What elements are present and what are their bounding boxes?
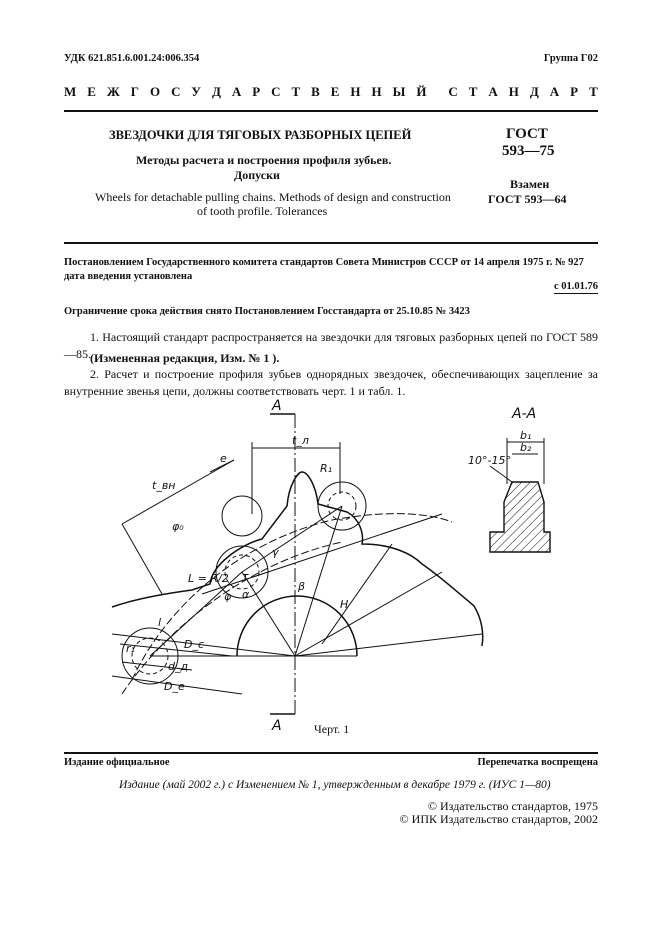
hub-arc [237, 596, 357, 656]
reprint-prohibited: Перепечатка воспрещена [477, 757, 598, 768]
title-rule [64, 242, 598, 244]
construction-line [242, 572, 295, 656]
label-gamma: γ [272, 546, 279, 559]
construction-line [202, 514, 442, 594]
decree-line-1: Постановлением Государственного комитета стандартов Совета Министров СССР от 14 апреля 1975 г. № 927 [64, 257, 584, 268]
replaced-standard: ГОСТ 593—64 [488, 192, 567, 206]
label-phi0: φ₀ [172, 520, 184, 533]
label-beta: β [298, 580, 306, 593]
banner-letter: Н [371, 84, 382, 99]
banner-letter: Т [589, 84, 598, 99]
official-edition: Издание официальное [64, 757, 170, 768]
footer-rule [64, 752, 598, 754]
label-r1-lower: r₁ [126, 642, 135, 655]
banner-letter: Д [211, 84, 221, 99]
label-l: l [158, 616, 162, 629]
english-title-line-2: of tooth profile. Tolerances [197, 204, 328, 218]
banner-letter: Т [291, 84, 301, 99]
section-angle-leader [490, 466, 512, 482]
banner-letter: А [488, 84, 498, 99]
decree-line-2: дата введения установлена [64, 271, 193, 282]
document-subtitle-line-1: Методы расчета и построения профиля зубьев. [136, 153, 392, 167]
paragraph-1: 1. Настоящий стандарт распространяется на звездочки для тяговых разборных цепей по ГОСТ 589—85. [64, 330, 598, 361]
banner-letter: У [191, 84, 201, 99]
banner-letter: Т [468, 84, 478, 99]
paragraph-2: 2. Расчет и построение профиля зубьев однорядных звездочек, обеспечивающих зацепление за внутренние звенья цепи, должны соответствовать черт. 1 и табл. 1. [64, 367, 598, 398]
banner-letter: Ы [392, 84, 406, 99]
group-code: Группа Г02 [543, 53, 598, 64]
edition-note: Издание (май 2002 г.) с Изменением № 1, утвержденным в декабре 1979 г. (ИУС 1—80) [119, 779, 551, 791]
label-tau: τ [242, 570, 249, 583]
gost-number: 593—75 [502, 143, 555, 159]
banner-letter: Р [570, 84, 579, 99]
banner-letter: Д [529, 84, 539, 99]
dim-tvn [122, 460, 234, 524]
banner-letter: Р [252, 84, 261, 99]
label-angle: 10°-15° [468, 454, 511, 467]
english-title-line-1: Wheels for detachable pulling chains. Methods of design and construction [95, 190, 451, 204]
section-label-top: А [272, 398, 282, 414]
document-subtitle-line-2: Допуски [234, 168, 280, 182]
copyright-2002: © ИПК Издательство стандартов, 2002 [399, 812, 598, 826]
label-l-r2: L = R/2 [188, 572, 229, 585]
construction-line [242, 506, 342, 572]
label-alpha: α [242, 588, 250, 601]
gost-label: ГОСТ [506, 126, 548, 142]
figure-caption: Черт. 1 [314, 722, 350, 736]
effective-date: с 01.01.76 [553, 281, 598, 292]
banner-letter: А [231, 84, 242, 99]
banner-letter: С [271, 84, 281, 99]
banner-letter: Г [130, 84, 139, 99]
amendment-note: (Измененная редакция, Изм. № 1 ). [90, 351, 280, 365]
label-tvn: t_вн [152, 479, 176, 492]
banner-letter: С [171, 84, 181, 99]
banner-letter: Е [87, 84, 96, 99]
label-b2: b₂ [520, 441, 532, 454]
label-b1: b₁ [520, 429, 532, 442]
label-tl: t_л [292, 434, 309, 447]
construction-line [295, 634, 482, 656]
interstate-standard-banner [64, 84, 598, 100]
banner-letter: Е [330, 84, 340, 99]
limit-removed-note: Ограничение срока действия снято Постановлением Госстандарта от 25.10.85 № 3423 [64, 306, 470, 317]
dim-h [322, 544, 392, 644]
dim-tvn-ext [122, 524, 162, 594]
label-phi: φ [224, 590, 232, 603]
sprocket-tooth-profile-drawing [92, 394, 572, 740]
label-de: D_e [164, 680, 185, 693]
banner-letter: А [549, 84, 560, 99]
label-r1-upper: R₁ [320, 462, 333, 475]
document-title: ЗВЕЗДОЧКИ ДЛЯ ТЯГОВЫХ РАЗБОРНЫХ ЦЕПЕЙ [109, 128, 412, 142]
banner-letter: Й [416, 84, 427, 99]
copyright-1975: © Издательство стандартов, 1975 [427, 799, 598, 813]
section-label-bottom: А [272, 718, 282, 734]
label-dc: D_c [184, 638, 205, 651]
banner-letter: С [448, 84, 458, 99]
banner-letter: Н [350, 84, 361, 99]
section-profile [490, 482, 550, 552]
label-h: H [340, 598, 349, 611]
roller-circle [222, 496, 262, 536]
replaces-label: Взамен [510, 177, 550, 191]
banner-letter: В [311, 84, 320, 99]
banner-rule [64, 110, 598, 112]
banner-letter: Ж [106, 84, 120, 99]
section-title: А-А [512, 406, 537, 422]
banner-letter: О [149, 84, 161, 99]
banner-letter: М [64, 84, 77, 99]
label-dd: d_д [168, 660, 189, 673]
banner-letter: Н [508, 84, 519, 99]
label-e: e [220, 452, 227, 465]
udk-code: УДК 621.851.6.001.24:006.354 [64, 53, 200, 64]
